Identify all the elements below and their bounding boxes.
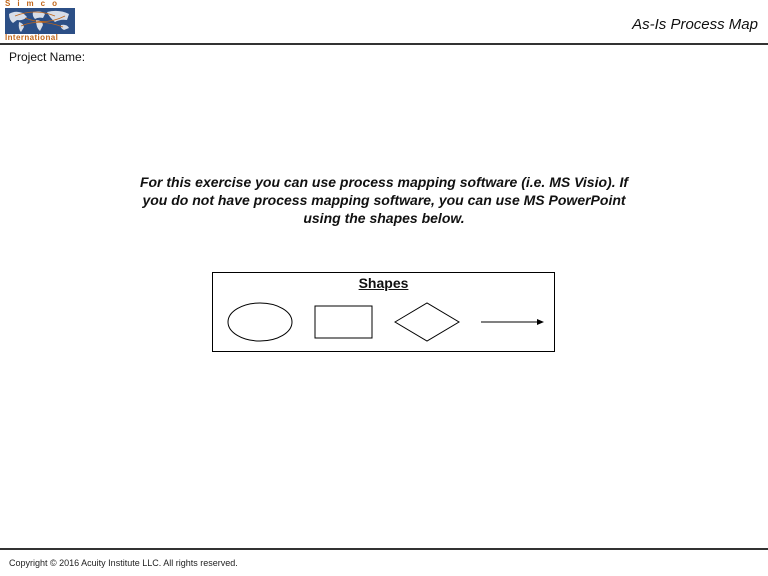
shapes-canvas: [213, 273, 554, 351]
ellipse-shape[interactable]: [228, 303, 292, 341]
logo-bottom-text: International: [5, 33, 59, 42]
rectangle-shape[interactable]: [315, 306, 372, 338]
header-divider: [0, 43, 768, 45]
shapes-title: Shapes: [358, 275, 409, 291]
instructions-text: For this exercise you can use process mapping software (i.e. MS Visio). If you do not have process mapping software, you can use MS PowerPoint using the shapes below.: [139, 174, 629, 226]
arrow-shape[interactable]: [481, 319, 544, 325]
footer-divider: [0, 548, 768, 550]
logo-top-text: Simco: [5, 0, 65, 8]
simco-logo: [5, 0, 75, 42]
page-title: As-Is Process Map: [632, 16, 758, 33]
diamond-shape[interactable]: [395, 303, 459, 341]
shapes-panel: [212, 272, 555, 352]
world-map-icon: [5, 8, 75, 34]
project-name-label: Project Name:: [9, 50, 86, 64]
copyright-text: Copyright © 2016 Acuity Institute LLC. All rights reserved.: [9, 558, 238, 568]
